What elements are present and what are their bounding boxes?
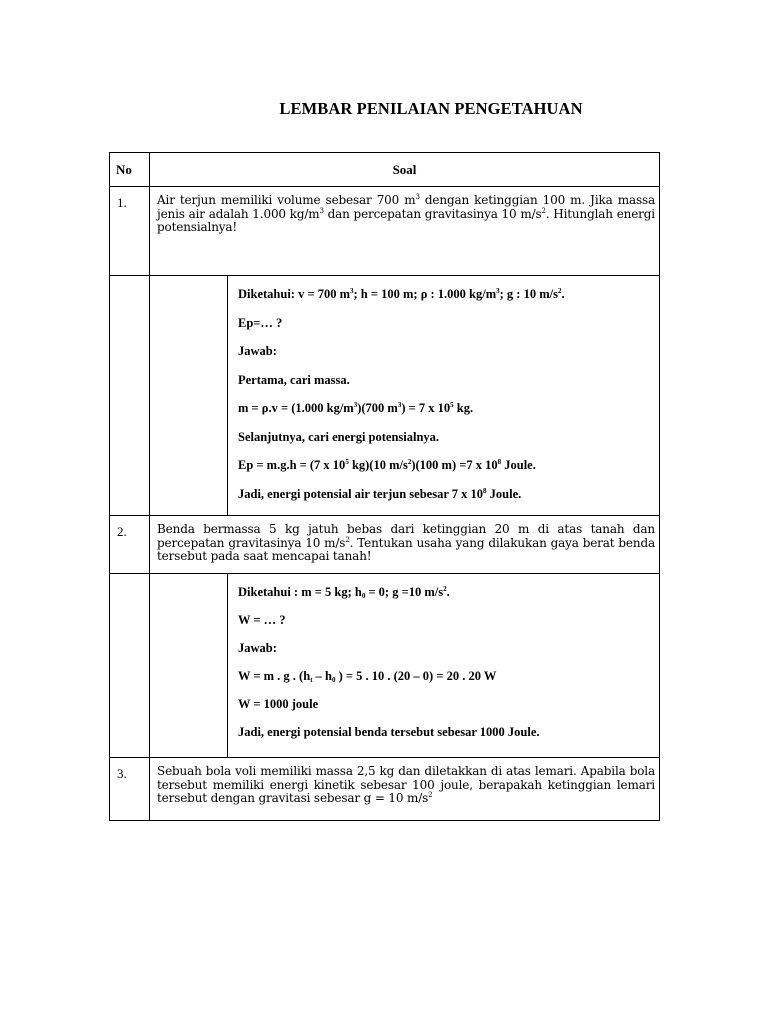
answer-line: W = … ? [238,613,286,627]
answer-line: Pertama, cari massa. [238,372,350,387]
answer-line: Ep=… ? [238,315,283,330]
answer-spacer-cell [150,276,228,516]
question-text: Sebuah bola voli memiliki massa 2,5 kg dan diletakkan di atas lemari. Apabila bola tersebut memiliki energi kinetik sebesar 100 joule, berapakah ketinggian lemari tersebut dengan gravitasi sebesar g = 10 $m/s^2$ [150,758,660,821]
question-text: Air terjun memiliki volume sebesar 700 $m^3$ dengan ketinggian 100 m. Jika massa jenis air adalah 1.000 $kg/m^3$ dan percepatan gravitasinya 10 $m/s^2$. Hitunglah energi potensialnya! [150,187,660,276]
question-number: 1. [110,187,150,276]
answer-line: Ep = m.g.h = (7 x $10^5$ kg)(10 $m/s^2)(100$ m) =7 x $10^8$ Joule. [238,458,536,472]
answer-line: Jadi, energi potensial benda tersebut sebesar 1000 Joule. [238,725,540,739]
header-soal: Soal [150,153,660,187]
answer-line: Jawab: [238,344,277,358]
page-title: LEMBAR PENILAIAN PENGETAHUAN [279,99,583,118]
answer-no-cell [110,276,150,516]
question-row [110,758,660,821]
question-number: 2. [110,516,150,574]
table-header-row [110,153,660,187]
question-row [110,516,660,574]
answer-no-cell [110,574,150,758]
answer-line: W = m . g . ($h_t - h_0$ ) = 5 . 10 . (20 – 0) = 20 . 20 W [238,669,497,684]
question-text: Benda bermassa 5 kg jatuh bebas dari ketinggian 20 m di atas tanah dan percepatan gravitasinya 10 $m/s^2$. Tentukan usaha yang dilakukan gaya berat benda tersebut pada saat mencapai tanah! [150,516,660,574]
answer-line: Diketahui: v = 700 $m^3$; h = 100 m; ρ : 1.000 $kg/m^3$; g : 10 $m/s^2$. [238,287,565,301]
assessment-table [109,152,660,821]
answer-cell [228,276,660,516]
question-number: 3. [110,758,150,821]
answer-line: Jadi, energi potensial air terjun sebesar 7 x $10^8$ Joule. [238,486,522,501]
answer-row [110,574,660,758]
answer-line: Selanjutnya, cari energi potensialnya. [238,429,440,444]
header-no: No [110,153,150,187]
answer-row [110,276,660,516]
answer-cell [228,574,660,758]
answer-line: Diketahui : m = 5 kg; $h_0 = 0$; g =10 $m/s^2$. [238,585,450,600]
answer-line: m = ρ.v = (1.000 $kg/m^3)(700$ $m^3) = 7$ x $10^5$ kg. [238,401,474,415]
answer-line: W = 1000 joule [238,697,319,711]
question-row [110,187,660,276]
answer-line: Jawab: [238,641,277,655]
answer-spacer-cell [150,574,228,758]
